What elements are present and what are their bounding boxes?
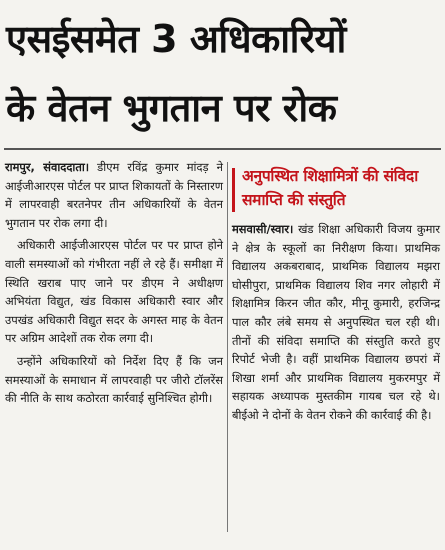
column-divider bbox=[227, 162, 228, 532]
headline bbox=[6, 12, 440, 136]
headline-rule bbox=[4, 148, 441, 150]
headline-line-1: एसईसमेत 3 अधिकारियों bbox=[6, 17, 346, 61]
subhead-accent-bar bbox=[232, 168, 235, 212]
right-subhead bbox=[236, 164, 440, 212]
left-dateline: रामपुर, संवाददाता। bbox=[5, 160, 90, 174]
headline-line-2: के वेतन भुगतान पर रोक bbox=[6, 86, 337, 130]
left-paragraph-3: उन्होंने अधिकारियों को निर्देश दिए हैं कि जन समस्याओं के समाधान में लापरवाही पर जीरो टॉलरेंस की नीति के साथ कठोरता कार्रवाई सुनिश्चित होगी। bbox=[5, 353, 223, 406]
left-paragraph-1: डीएम रविंद्र कुमार मांदड़ ने आईजीआरएस पोर्टल पर प्राप्त शिकायतों के निस्तारण में लापरवाही बरतनेपर तीन अधिकारियों के वेतन भुगतान पर रोक लगा दी। bbox=[5, 160, 223, 230]
left-article bbox=[5, 158, 223, 412]
right-article bbox=[232, 160, 440, 425]
right-dateline: मसवासी/स्वार। bbox=[232, 222, 294, 236]
right-body bbox=[232, 220, 440, 425]
right-paragraph: खंड शिक्षा अधिकारी विजय कुमार ने क्षेत्र के स्कूलों का निरीक्षण किया। प्राथमिक विद्यालय अकबराबाद, प्राथमिक विद्यालय मझरा घोसीपुरा, प्राथमिक विद्यालय शिव नगर लोहारी में शिक्षामित्र किरन जीत कौर, मीनू कुमारी, हरजिन्द्र पाल कौर लंबे समय से अनुपस्थित चल रही थी। तीनों की संविदा समाप्ति की संस्तुति करते हुए रिपोर्ट भेजी है। वहीं प्राथमिक विद्यालय छपरां में शिखा शर्मा और प्राथमिक विद्यालय मुकरमपुर में सहायक अध्यापक मुस्तकीम गायब चल रहे थे। बीईओ ने दोनों के वेतन रोकने की कार्रवाई की है। bbox=[232, 222, 441, 422]
left-paragraph-2: अधिकारी आईजीआरएस पोर्टल पर पर प्राप्त होने वाली समस्याओं को गंभीरता नहीं ले रहे हैं। समीक्षा में स्थिति खराब पाए जाने पर डीएम ने अधीक्षण अभियंता विद्युत, खंड विकास अधिकारी स्वार और उपखंड अधिकारी विद्युत सदर के अगस्त माह के वेतन पर अग्रिम आदेशों तक रोक लगा दी। bbox=[5, 238, 223, 346]
right-subhead-text: अनुपस्थित शिक्षामित्रों की संविदा समाप्ति की संस्तुति bbox=[242, 167, 418, 209]
